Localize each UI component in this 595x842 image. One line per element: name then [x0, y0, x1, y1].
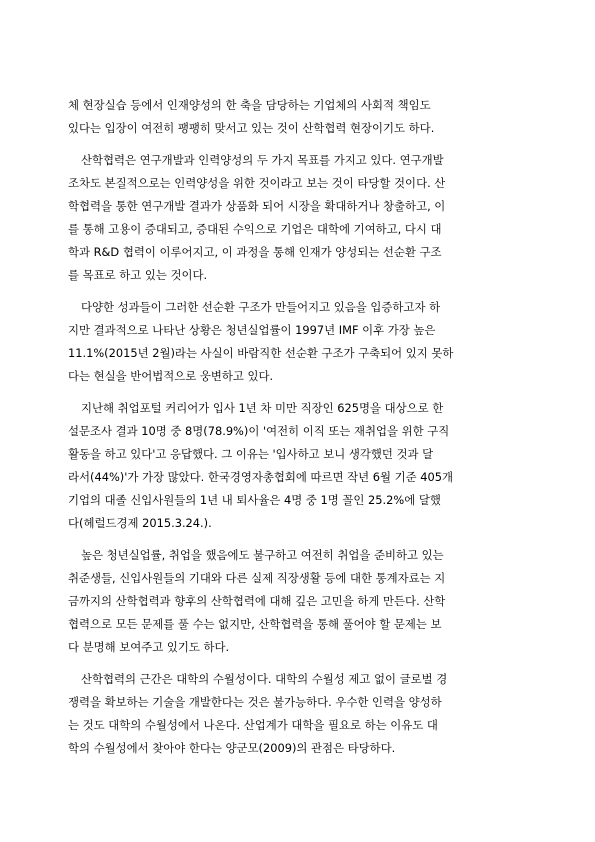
text-line: 다(헤럴드경제 2015.3.24.). [68, 516, 212, 530]
text-line: 높은 청년실업률, 취업을 했음에도 불구하고 여전히 취업을 준비하고 있는 [81, 548, 444, 562]
text-line: 는 것도 대학의 수월성에서 나온다. 산업계가 대학을 필요로 하는 이유도 대 [68, 718, 438, 732]
text-line: 활동을 하고 있다'고 응답했다. 그 이유는 '입사하고 보니 생각했던 것과 달 [68, 447, 434, 461]
text-line: 지난해 취업포털 커리어가 입사 1년 차 미만 직장인 625명을 대상으로 한 [81, 401, 444, 415]
text-line: 지만 결과적으로 나타난 상황은 청년실업률이 1997년 IMF 이후 가장 높은 [68, 323, 436, 337]
paragraph [68, 149, 528, 287]
text-line: 있다는 입장이 여전히 팽팽히 맞서고 있는 것이 산학협력 현장이기도 하다. [68, 121, 435, 135]
paragraph [68, 94, 528, 140]
text-line: 체 현장실습 등에서 인재양성의 한 축을 담당하는 기업체의 사회적 책임도 [68, 98, 431, 112]
text-line: 금까지의 산학협력과 향후의 산학협력에 대해 깊은 고민을 하게 만든다. 산학 [68, 594, 446, 608]
text-line: 다 분명해 보여주고 있기도 하다. [68, 640, 230, 654]
text-line: 협력으로 모든 문제를 풀 수는 없지만, 산학협력을 통해 풀어야 할 문제는 보 [68, 617, 442, 631]
text-line: 설문조사 결과 10명 중 8명(78.9%)이 '여전히 이직 또는 재취업을 위한 구직 [68, 424, 450, 438]
paragraph [68, 544, 528, 659]
text-line: 쟁력을 확보하는 기술을 개발한다는 것은 불가능하다. 우수한 인력을 양성하 [68, 695, 442, 709]
text-line: 학의 수월성에서 찾아야 한다는 양군모(2009)의 관점은 타당하다. [68, 741, 396, 755]
text-line: 학과 R&D 협력이 이루어지고, 이 과정을 통해 인재가 양성되는 선순환 구조 [68, 245, 442, 259]
text-line: 산학협력의 근간은 대학의 수월성이다. 대학의 수월성 제고 없이 글로벌 경 [81, 672, 448, 686]
text-line: 취준생들, 신입사원들의 기대와 다른 실제 직장생활 등에 대한 통계자료는 지 [68, 571, 446, 585]
text-line: 학협력을 통한 연구개발 결과가 상품화 되어 시장을 확대하거나 창출하고, 이 [68, 199, 446, 213]
text-line: 다양한 성과들이 그러한 선순환 구조가 만들어지고 있음을 입증하고자 하 [81, 300, 441, 314]
text-line: 라서(44%)'가 가장 많았다. 한국경영자총협회에 따르면 작년 6월 기준 405개 [68, 470, 454, 484]
text-line: 산학협력은 연구개발과 인력양성의 두 가지 목표를 가지고 있다. 연구개발 [81, 153, 444, 167]
text-line: 조차도 본질적으로는 인력양성을 위한 것이라고 보는 것이 타당할 것이다. 산 [68, 176, 446, 190]
text-line: 다는 현실을 반어법적으로 웅변하고 있다. [68, 369, 274, 383]
text-line: 를 목표로 하고 있는 것이다. [68, 268, 208, 282]
text-line: 기업의 대졸 신입사원들의 1년 내 퇴사율은 4명 중 1명 꼴인 25.2%에 달했 [68, 493, 441, 507]
paragraph [68, 296, 528, 388]
text-line: 11.1%(2015년 2월)라는 사실이 바람직한 선순환 구조가 구축되어 있지 못하 [68, 346, 454, 360]
paragraph [68, 668, 528, 760]
body-text [68, 94, 528, 760]
paragraph [68, 397, 528, 535]
text-line: 를 통해 고용이 증대되고, 증대된 수익으로 기업은 대학에 기여하고, 다시 대 [68, 222, 442, 236]
